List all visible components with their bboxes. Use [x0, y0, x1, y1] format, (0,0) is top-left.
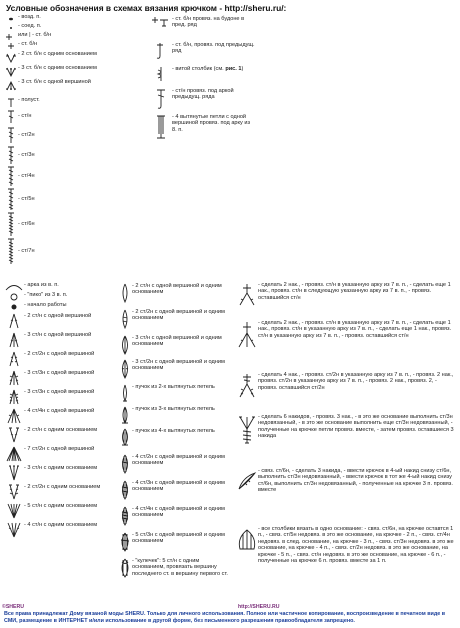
legend-item: [4, 212, 122, 238]
legend-label: - 3 ст/3н с одной вершиной: [24, 389, 95, 395]
legend-label: - сделать 2 нак., - провяз. ст/н в указанную арку из 7 в. п., - сделать еще 1 нак., провяз. ст/н в указанную арку из 7 в. п., - сделать еще 1 нак., провяз. ст/н в указанную арку из 7 в. п., - провяз. оставшийся ст/н: [258, 320, 452, 339]
legend-item: [4, 41, 122, 51]
three-top-3n-b-icon: [8, 389, 20, 405]
legend-item: [4, 408, 120, 427]
dot-icon: [8, 16, 14, 22]
two-base-icon: [8, 427, 20, 443]
oval-2n-icon: [121, 283, 129, 303]
legend-item: [4, 32, 122, 41]
stitch-7-icon: [7, 238, 15, 265]
legend-label: - сделать 6 накидов, - провяз. 3 нак., - в это же основание выполнить ст/3н недовязанный, - в это же основание выполнить еще ст/3н недовязанный, - полученные на крючке петли провяз. вместе, - затем провяз. оставшиеся 3 накида: [258, 414, 454, 440]
legend-label: - 3 ст/н с одной вершиной: [24, 332, 92, 338]
legend-label: [172, 66, 256, 72]
legend-label: - ст/5н: [18, 196, 35, 202]
three-top-icon: [8, 332, 20, 348]
legend-label: - 3 ст/н с одной вершиной и одним основанием: [132, 335, 222, 348]
legend-label: - 4 ст/4н с одной вершиной и одним основанием: [132, 506, 225, 519]
four-base-icon: [7, 522, 21, 538]
legend-label: - 2 ст/н с одной вершиной: [24, 313, 92, 319]
legend-label: - ст/2н: [18, 132, 35, 138]
hook-stitch-icon: [155, 88, 167, 110]
legend-label: - 3 ст. б/н с одной вершиной: [18, 79, 91, 85]
four-top-icon: [7, 408, 21, 424]
legend-item: [4, 292, 120, 302]
legend-label: - пучок из 2-х вытянутых петель: [132, 384, 215, 390]
legend-item: [4, 302, 120, 313]
plus-or-bar-icon: [5, 33, 17, 41]
oval-4-4n-icon: [120, 506, 130, 526]
stitch-3-icon: [7, 146, 15, 165]
oval-2n-b-icon: [121, 309, 129, 329]
stitch-5-icon: [7, 188, 15, 211]
legend-item: [4, 79, 122, 97]
legend-label: - все столбики вязать в одно основание: - связ. ст/6н, на крючке оставтся 1 п., - связ. ст/5н недовяз. в это же основание, на крючке - 2 п., - связ. ст/4н недовяз. в след. основание, на крючке - 3 п., - связ. ст/3н недовяз. в это же основание, на крючке - 4 п., - связ. ст/2н недовяз. в это же основание, на крючке - 5 п., - связ. ст/н недовяз. в это же основание, на крючке - 6 п., - полученные на крючке 6 п. провяз. вместе за 1 п.: [258, 526, 454, 565]
two-top-2n-icon: [8, 351, 20, 367]
legend-label: - 2 ст/2н с одним основанием: [24, 484, 101, 490]
legend-item: [4, 427, 120, 446]
legend-item: [150, 42, 260, 66]
fan-7-a-icon: [238, 283, 256, 307]
legend-item: [118, 454, 230, 480]
oval-4-3n-icon: [120, 480, 130, 500]
legend-label: - 7 ст/2н с одной вершиной: [24, 446, 95, 452]
legend-label: - ст/6н: [18, 221, 35, 227]
legend-item: [150, 88, 260, 114]
legend-item: [4, 51, 122, 65]
legend-item: [118, 558, 230, 592]
start-dot-icon: [10, 303, 18, 311]
legend-item: [4, 332, 120, 351]
legend-label: - связ. ст/6н, - сделать 3 накида, - ввести крючок в 4-ый накид снизу ст/6н, выполнить ст/3н недовязанный, - ввести крючок в тот же 4-ый накид снизу ст/6н, выполнить ст/3н недовязанный, - полученные на крючке 3 п. провяз. вместе: [258, 468, 453, 494]
legend-label: - 3 ст/н с одним основанием: [24, 465, 98, 471]
legend-item: [4, 370, 120, 389]
three-fan-icon: [6, 67, 16, 77]
legend-item: [4, 389, 120, 408]
legend-item: [4, 313, 120, 332]
legend-label: - 5 ст/3н с одной вершиной и одним основанием: [132, 532, 225, 545]
legend-label: - арка из в. п.: [24, 282, 59, 288]
five-base-icon: [7, 503, 21, 519]
arch-icon: [5, 283, 23, 291]
legend-column-clusters: [118, 283, 230, 592]
legend-item: [150, 66, 260, 88]
twist-icon: [155, 66, 167, 82]
legend-label: - ст/н: [18, 113, 32, 119]
oval-3n-icon: [120, 335, 130, 355]
legend-label: - ст. б/н, провяз. под предыдущ. ряд: [172, 42, 255, 55]
shell-icon: [237, 528, 257, 550]
legend-label: - 4 ст/2н с одной вершиной и одним основанием: [132, 454, 225, 467]
legend-label: - ст/7н: [18, 248, 35, 254]
legend-label: - 2 ст/2н с одной вершиной и одним основанием: [132, 309, 225, 322]
legend-column-basic: [4, 14, 122, 266]
two-top-icon: [8, 313, 20, 329]
legend-label: - ст. б/н провяз. на будоне в пред. ряд: [172, 16, 245, 29]
legend-label: - ст/3н: [18, 152, 35, 158]
inverted-fan-icon: [6, 81, 16, 91]
three-base-icon: [8, 465, 20, 481]
seven-top-icon: [6, 446, 22, 462]
picot-icon: [9, 293, 19, 301]
legend-label: - 5 ст/н с одним основанием: [24, 503, 98, 509]
legend-item: [118, 283, 230, 309]
legend-label: - 2 ст/2н с одной вершиной: [24, 351, 95, 357]
fan-7-b-icon: [238, 321, 256, 349]
twist-figure-link[interactable]: рис. 1: [225, 66, 242, 72]
legend-item: [4, 446, 120, 465]
legend-item: [4, 23, 122, 32]
legend-item: [150, 16, 260, 42]
legend-item: [118, 506, 230, 532]
legend-label: - полуст.: [18, 97, 40, 103]
legend-item: [4, 238, 122, 266]
stitch-6-icon: [7, 212, 15, 237]
legend-label: - 2 ст/н с одним основанием: [24, 427, 98, 433]
three-top-3n-icon: [8, 370, 20, 386]
page-title: Условные обозначения в схемах вязания крючком - http://sheru.ru/:: [6, 3, 287, 13]
legend-label: - ст/4н: [18, 173, 35, 179]
stitch-2-icon: [7, 127, 15, 144]
legend-item: [236, 414, 458, 468]
v-icon: [6, 53, 16, 63]
legend-label: - соед. п.: [18, 23, 42, 29]
legend-item: [236, 282, 458, 320]
legend-item: [118, 532, 230, 558]
legend-item: [4, 465, 120, 484]
legend-item: [118, 406, 230, 428]
plus-icon: [7, 42, 15, 50]
twist-label-pre: - витой столбик (см.: [172, 66, 224, 72]
legend-label: - пучок из 4-х вытянутых петель: [132, 428, 215, 434]
legend-item: [4, 145, 122, 166]
oval-5-icon: [119, 532, 131, 552]
legend-item: [4, 188, 122, 212]
legend-label: - ст. б/н: [18, 41, 38, 47]
legend-item: [4, 351, 120, 370]
legend-item: [4, 522, 120, 541]
puff-3-icon: [120, 406, 130, 424]
legend-item: [4, 126, 122, 145]
legend-label: - сделать 4 нак., - провяз. ст/2н в указанную арку из 7 в. п., - провяз. 2 нак., провяз. ст/2н в указанную арку из 7 в. п., - провяз. 2 нак., провяз. 2, - провяз. оставшийся ст/2н: [258, 372, 454, 391]
legend-label: - пучок из 3-х вытянутых петель: [132, 406, 215, 412]
legend-item: [4, 14, 122, 23]
legend-label: - "кулечек": 5 ст/н с одним основанием, провязать вершину последнего ст. в вершину первого ст.: [132, 558, 228, 577]
legend-item: [4, 166, 122, 188]
hook-plus-icon: [155, 42, 167, 60]
legend-label: - ст/н провяз. под аркой предыдущ. ряда: [172, 88, 234, 101]
legend-label: - 4 вытянутые петли с одной вершиной провяз. под арку из 8. п.: [172, 114, 251, 133]
legend-label: - начало работы: [24, 302, 67, 308]
legend-label: - возд. п.: [18, 14, 41, 20]
stitch-1-icon: [7, 110, 15, 124]
legend-item: [118, 428, 230, 454]
legend-item: [4, 484, 120, 503]
legend-item: [236, 526, 458, 586]
legend-label: - "пико" из 3 в. п.: [24, 292, 68, 298]
puff-2-icon: [121, 384, 129, 402]
legend-label: или | - ст. б/н: [18, 32, 52, 38]
legend-item: [236, 468, 458, 526]
twist-label-post: ): [241, 66, 244, 72]
legend-column-complex: [236, 282, 458, 586]
footer-site-link[interactable]: http://SHERU.RU: [238, 604, 280, 610]
legend-item: [4, 65, 122, 79]
legend-label: - 4 ст/н с одним основанием: [24, 522, 98, 528]
legend-item: [150, 114, 260, 144]
footer-brand: ©SHERU: [2, 604, 24, 610]
legend-item: [4, 97, 122, 109]
legend-column-combined: [4, 282, 120, 541]
legend-item: [118, 309, 230, 335]
fan-7-c-icon: [238, 373, 256, 399]
legend-label: - 4 ст/4н с одной вершиной: [24, 408, 95, 414]
plus-hook-icon: [151, 16, 171, 28]
legend-label: - 3 ст/2н с одной вершиной и одним основанием: [132, 359, 225, 372]
puff-4-icon: [120, 428, 130, 446]
legend-item: [4, 503, 120, 522]
oval-3n-b-icon: [120, 359, 130, 379]
copyright-notice: Все права принадлежат Дому вязаной моды SHERU. Только для личного использования. Полное или частичное копирование, воспроизведение в печатном виде в СМИ, размещение в ИНТЕРНЕТ и/или использование в другой форме, без письменного разрешения правообладателя запрещено.: [4, 611, 446, 624]
legend-item: [4, 109, 122, 126]
legend-label: - 4 ст/3н с одной вершиной и одним основанием: [132, 480, 225, 493]
legend-label: - 2 ст. б/н с одним основанием: [18, 51, 97, 57]
legend-item: [236, 372, 458, 414]
t-bar-icon: [7, 98, 15, 108]
legend-item: [118, 384, 230, 406]
legend-item: [118, 359, 230, 384]
kulechek-icon: [119, 558, 131, 578]
legend-column-special: [150, 16, 260, 144]
tiny-dot-icon: [8, 25, 14, 31]
legend-label: - 3 ст/3н с одной вершиной: [24, 370, 95, 376]
legend-item: [118, 480, 230, 506]
legend-item: [236, 320, 458, 372]
oval-4-icon: [120, 454, 130, 474]
legend-item: [4, 282, 120, 292]
stitch-4-icon: [7, 166, 15, 187]
legend-label: - сделать 2 нак., - провяз. ст/н в указанную арку из 7 в. п., - сделать еще 1 нак., провяз. ст/н в следующую указанную арку из 7 в. п., - провяз. оставшийся ст/н: [258, 282, 451, 301]
loops-fringe-icon: [154, 114, 168, 140]
fan-6-icon: [238, 415, 256, 445]
legend-label: - 3 ст. б/н с одним основанием: [18, 65, 97, 71]
legend-label: - 2 ст/н с одной вершиной и одним основанием: [132, 283, 222, 296]
two-base-2n-icon: [8, 484, 20, 500]
legend-item: [118, 335, 230, 359]
leaf-icon: [237, 471, 257, 491]
